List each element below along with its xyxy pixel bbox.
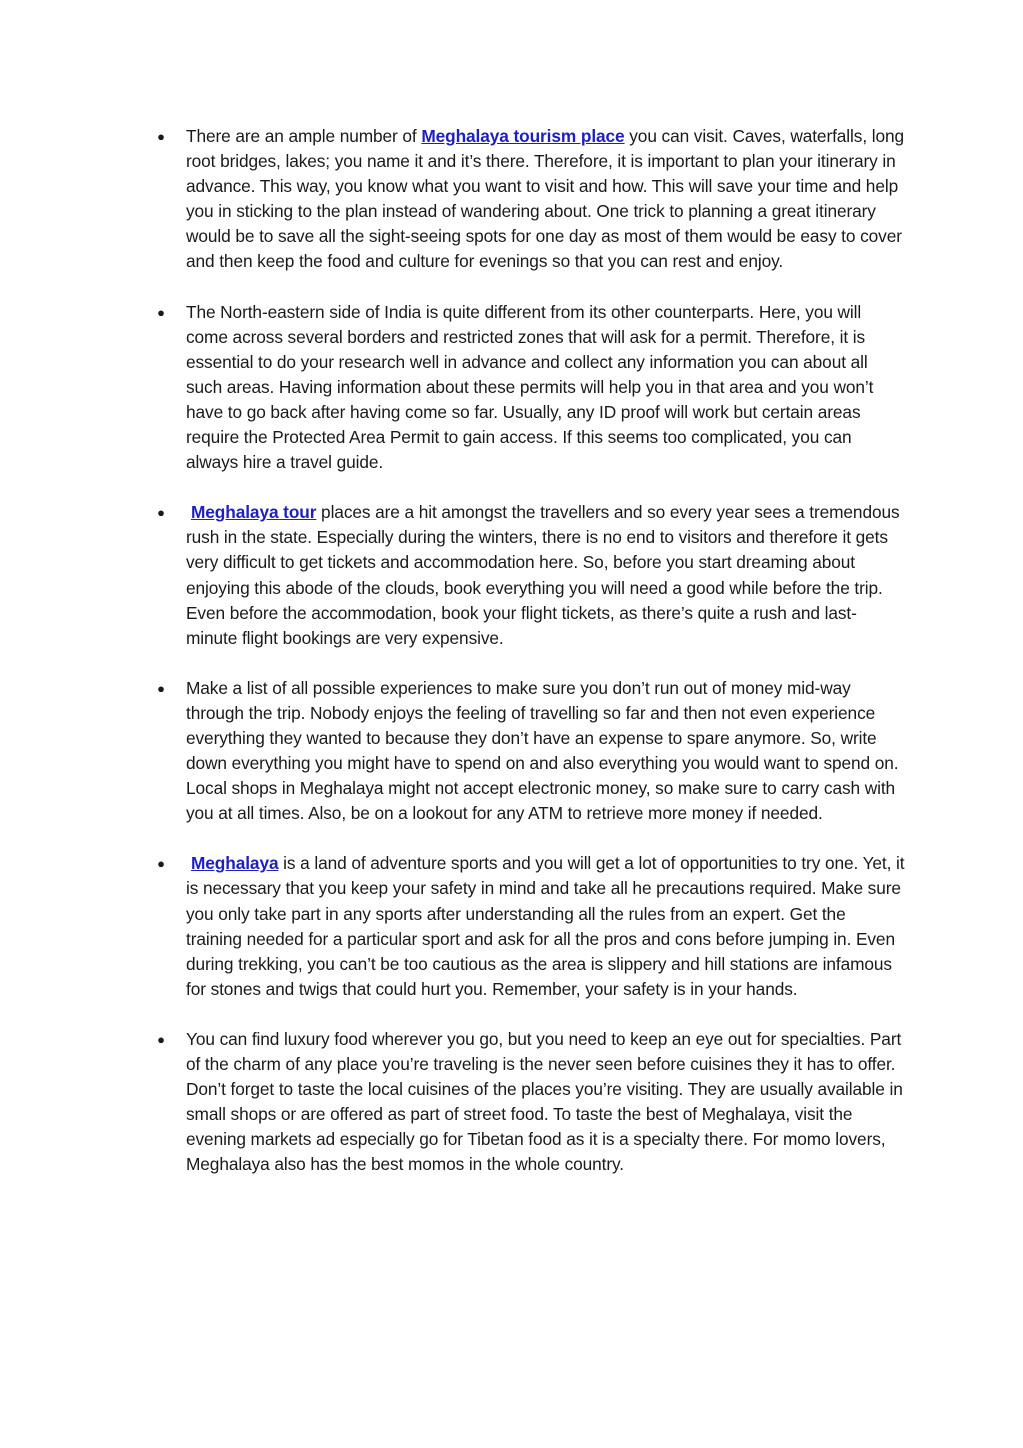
item-text: Make a list of all possible experiences to make sure you don’t run out of money mid-way through the trip. Nobody enjoys the feeling of travelling so far and then not even experience everything they wanted to because they don’t have an expense to spare anymore. So, write down everything you might have to spend on and also everything you would want to spend on. Local shops in Meghalaya might not accept electronic money, so make sure to carry cash with you at all times. Also, be on a lookout for any ATM to retrieve more money if needed.	[186, 677, 899, 824]
bullet-icon: ●	[157, 304, 165, 320]
bullet-icon: ●	[157, 680, 165, 696]
bullet-list	[157, 124, 906, 1202]
item-text: you can visit. Caves, waterfalls, long root bridges, lakes; you name it and it’s there. Therefore, it is important to plan your itinerary in advance. This way, you know what you want to visit and how. This will save your time and help you in sticking to the plan instead of wandering about. One trick to planning a great itinerary would be to save all the sight-seeing spots for one day as most of them would be easy to cover and then keep the food and culture for evenings so that you can rest and enjoy.	[186, 126, 905, 272]
bullet-icon: ●	[157, 856, 165, 872]
bullet-icon: ●	[157, 505, 165, 521]
list-item	[157, 500, 906, 651]
list-item	[157, 124, 906, 275]
item-text: places are a hit amongst the travellers and so every year sees a tremendous rush in the state. Especially during the winters, there is no end to visitors and therefore it gets very difficult to get tickets and accommodation here. So, before you start dreaming about enjoying this abode of the clouds, book everything you will need a good while before the trip. Even before the accommodation, book your flight tickets, as there’s quite a rush and last-minute flight bookings are very expensive.	[186, 502, 900, 648]
list-item	[157, 851, 906, 1002]
link-meghalaya[interactable]: Meghalaya	[191, 853, 279, 874]
list-item	[157, 676, 906, 827]
list-item	[157, 1027, 906, 1178]
list-item	[157, 300, 906, 476]
link-meghalaya-tourism-place[interactable]: Meghalaya tourism place	[421, 126, 625, 146]
item-text: There are an ample number of	[186, 126, 422, 146]
item-text: You can find luxury food wherever you go, but you need to keep an eye out for specialties. Part of the charm of any place you’re traveling is the never seen before cuisines they it has to offer. Don’t forget to taste the local cuisines of the places you’re visiting. They are usually available in small shops or are offered as part of street food. To taste the best of Meghalaya, visit the evening markets ad especially go for Tibetan food as it is a specialty there. For momo lovers, Meghalaya also has the best momos in the whole country.	[186, 1028, 903, 1175]
item-text: is a land of adventure sports and you will get a lot of opportunities to try one. Yet, it is necessary that you keep your safety in mind and take all he precautions required. Make sure you only take part in any sports after understanding all the rules from an expert. Get the training needed for a particular sport and ask for all the pros and cons before jumping in. Even during trekking, you can’t be too cautious as the area is slippery and hill stations are infamous for stones and twigs that could hurt you. Remember, your safety is in your hands.	[186, 853, 905, 999]
bullet-icon: ●	[157, 1031, 165, 1047]
link-meghalaya-tour[interactable]: Meghalaya tour	[191, 502, 317, 523]
item-text: The North-eastern side of India is quite different from its other counterparts. Here, you will come across several borders and restricted zones that will ask for a permit. Therefore, it is essential to do your research well in advance and collect any information you can about all such areas. Having information about these permits will help you in that area and you won’t have to go back after having come so far. Usually, any ID proof will work but certain areas require the Protected Area Permit to gain access. If this seems too complicated, you can always hire a travel guide.	[186, 301, 874, 473]
bullet-icon: ●	[157, 129, 165, 144]
